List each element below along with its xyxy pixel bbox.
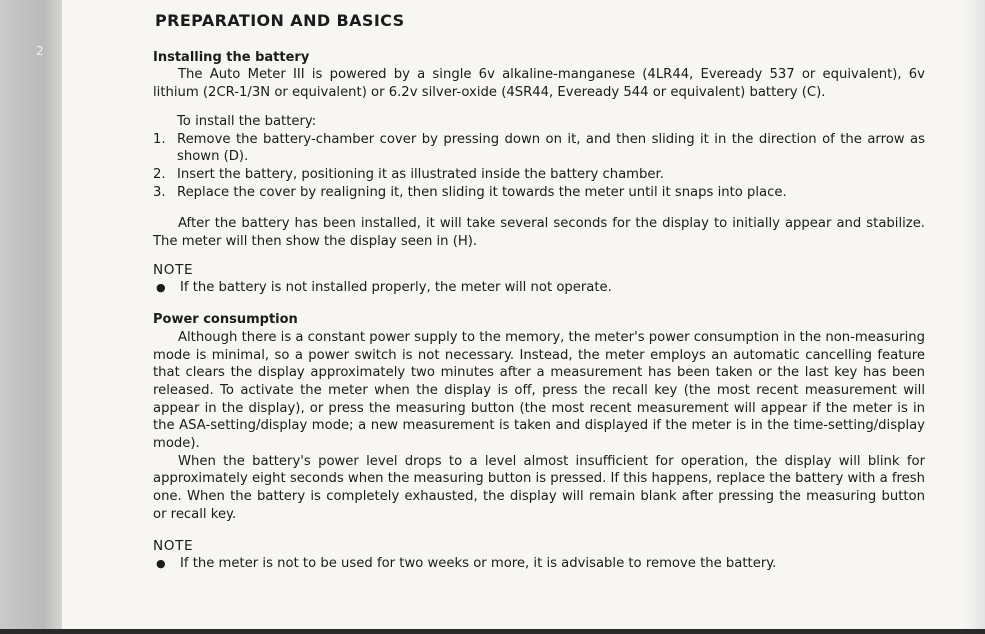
- section-heading-power: Power consumption: [153, 312, 298, 328]
- bullet-icon: ●: [156, 557, 166, 571]
- install-step: [153, 184, 925, 202]
- section-heading-battery: Installing the battery: [153, 49, 310, 65]
- install-step: [153, 166, 925, 184]
- note-item: [153, 555, 925, 573]
- step-text: Replace the cover by realigning it, then sliding it towards the meter until it snaps into place.: [177, 184, 787, 200]
- steps-lead: To install the battery:: [177, 113, 317, 129]
- page-number: 2: [36, 44, 44, 58]
- page-title: PREPARATION AND BASICS: [155, 11, 405, 30]
- install-step: [153, 131, 925, 166]
- step-number: 3.: [153, 184, 166, 200]
- note-label: NOTE: [153, 261, 194, 278]
- note-text: If the meter is not to be used for two weeks or more, it is advisable to remove the battery.: [180, 556, 777, 572]
- bottom-edge: [0, 629, 985, 634]
- step-number: 2.: [153, 166, 166, 182]
- note-item: [153, 279, 925, 297]
- step-text: Remove the battery-chamber cover by pressing down on it, and then sliding it in the direction of the arrow as shown (D).: [177, 131, 925, 165]
- after-install-paragraph: After the battery has been installed, it will take several seconds for the display to initially appear and stabilize. The meter will then show the display seen in (H).: [153, 216, 925, 250]
- power-paragraph-2: When the battery's power level drops to a level almost insufficient for operation, the display will blink for approximately eight seconds when the measuring button is pressed. If this happens, replace the battery with a fresh one. When the battery is completely exhausted, the display will remain blank after pressing the measuring button or recall key.: [153, 453, 926, 522]
- battery-intro-paragraph: The Auto Meter III is powered by a single 6v alkaline-manganese (4LR44, Eveready 537 or equivalent), 6v lithium (2CR-1/3N or equivalent) or 6.2v silver-oxide (4SR44, Eveready 544 or equivalent) battery (C).: [153, 67, 925, 101]
- page-content: [153, 8, 925, 573]
- step-number: 1.: [153, 131, 166, 147]
- power-paragraph-1: Although there is a constant power supply to the memory, the meter's power consumption in the non-measuring mode is minimal, so a power switch is not necessary. Instead, the meter employs an automatic cancelling feature that clears the display approximately two minutes after a measurement has been taken or the last key has been released. To activate the meter when the display is off, press the recall key (the most recent measurement will appear in the display), or press the measuring button (the most recent measurement will appear if the meter is in the ASA-setting/display mode; a new measurement is taken and displayed if the meter is in the time-setting/display mode).: [153, 329, 925, 452]
- note-text: If the battery is not installed properly, the meter will not operate.: [180, 280, 612, 296]
- page-margin-tab: [0, 0, 62, 634]
- install-steps-list: [153, 131, 925, 202]
- step-text: Insert the battery, positioning it as illustrated inside the battery chamber.: [177, 166, 664, 182]
- page-edge-shadow: [963, 0, 985, 634]
- bullet-icon: ●: [156, 281, 166, 295]
- note-label: NOTE: [153, 537, 194, 554]
